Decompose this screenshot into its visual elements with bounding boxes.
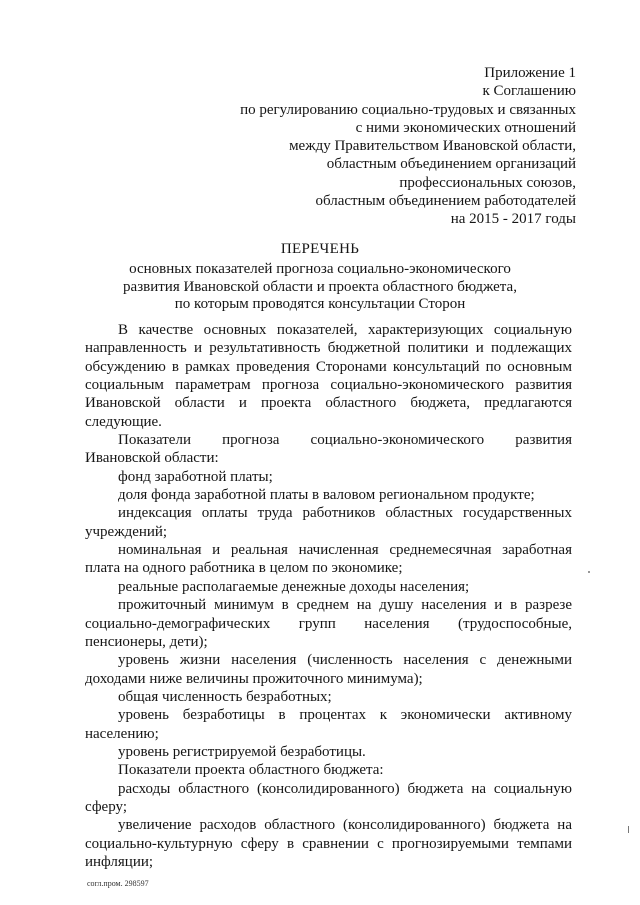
appendix-line: областным объединением организаций xyxy=(326,156,576,173)
scan-speck xyxy=(588,571,590,573)
appendix-header xyxy=(240,64,576,229)
forecast-heading-continued: Ивановской области: xyxy=(85,450,219,467)
forecast-item: уровень безработицы в процентах к экономически активному населению; xyxy=(85,707,572,742)
appendix-line: по регулированию социально-трудовых и связанных xyxy=(240,101,576,118)
subtitle-line: развития Ивановской области и проекта областного бюджета, xyxy=(123,278,517,295)
appendix-line: с ними экономических отношений xyxy=(355,119,576,136)
forecast-item: фонд заработной платы; xyxy=(118,468,273,485)
subtitle-line: основных показателей прогноза социально-экономического xyxy=(129,261,511,277)
budget-item: увеличение расходов областного (консолидированного) бюджета на социально-культурную сферу в сравнении с прогнозируемыми темпами инфляции; xyxy=(85,817,572,870)
document-subtitle xyxy=(0,261,640,314)
scan-speck xyxy=(628,826,629,833)
appendix-line: к Соглашению xyxy=(482,83,576,100)
appendix-line: на 2015 - 2017 годы xyxy=(450,211,576,228)
intro-paragraph: В качестве основных показателей, характеризующих социальную направленность и результативность бюджетной политики и подлежащих обсуждению в рамках проведения Сторонами консультаций по основным социальным параметрам прогноза социально-экономического развития Ивановской области и проекта областного бюджета, предлагаются следующие. xyxy=(85,322,572,430)
appendix-line: Приложение 1 xyxy=(484,65,576,81)
forecast-item: уровень жизни населения (численность населения с денежными доходами ниже величины прожиточного минимума); xyxy=(85,652,572,687)
forecast-item: прожиточный минимум в среднем на душу населения и в разрезе социально-демографических групп населения (трудоспособные, пенсионеры, дети); xyxy=(85,597,572,650)
forecast-item: уровень регистрируемой безработицы. xyxy=(118,743,366,760)
forecast-item: индексация оплаты труда работников областных государственных учреждений; xyxy=(85,505,572,540)
forecast-item: доля фонда заработной платы в валовом региональном продукте; xyxy=(118,487,535,504)
budget-heading: Показатели проекта областного бюджета: xyxy=(118,762,384,779)
document-title: ПЕРЕЧЕНЬ xyxy=(280,241,360,257)
appendix-line: областным объединением работодателей xyxy=(315,193,576,210)
forecast-item: общая численность безработных; xyxy=(118,688,332,705)
appendix-line: между Правительством Ивановской области, xyxy=(289,138,576,155)
appendix-line: профессиональных союзов, xyxy=(399,174,576,191)
budget-item: расходы областного (консолидированного) бюджета на социальную сферу; xyxy=(85,780,572,815)
footer-code: согл.пром. 298597 xyxy=(87,879,149,888)
subtitle-line: по которым проводятся консультации Сторон xyxy=(174,296,466,312)
forecast-item: реальные располагаемые денежные доходы населения; xyxy=(118,578,470,595)
document-body xyxy=(85,321,572,871)
forecast-item: номинальная и реальная начисленная среднемесячная заработная плата на одного работника в целом по экономике; xyxy=(85,542,572,577)
forecast-heading: Показатели прогноза социально-экономического развития xyxy=(118,432,572,449)
